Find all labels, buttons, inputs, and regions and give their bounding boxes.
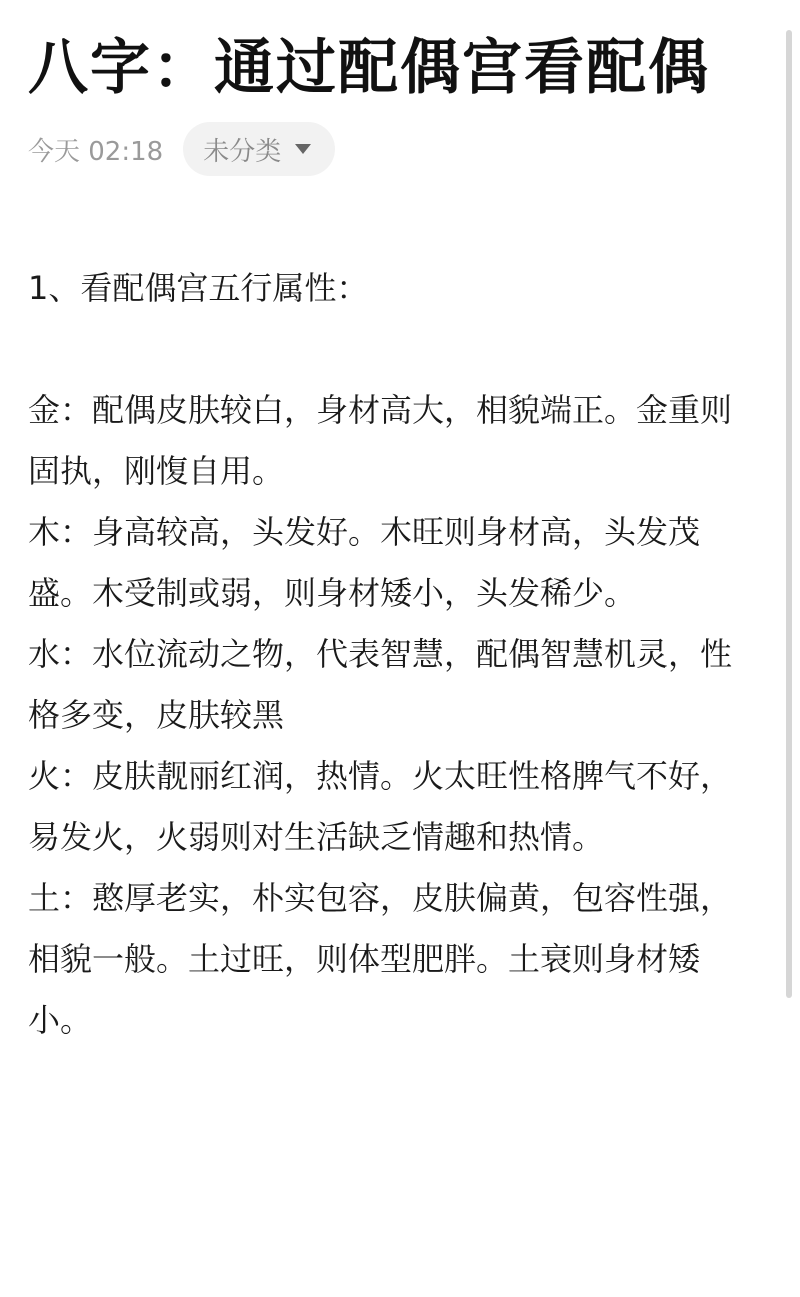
category-dropdown[interactable] <box>183 122 335 176</box>
chevron-down-icon <box>295 144 311 154</box>
paragraph-water: 水：水位流动之物，代表智慧，配偶智慧机灵，性格多变，皮肤较黑 <box>28 635 733 734</box>
category-label: 未分类 <box>203 136 282 167</box>
paragraph-earth: 土：憨厚老实，朴实包容，皮肤偏黄，包容性强，相貌一般。土过旺，则体型肥胖。土衰则身材矮小。 <box>28 879 733 1039</box>
scrollbar[interactable] <box>786 30 792 998</box>
section-heading: 1、看配偶宫五行属性： <box>28 269 369 307</box>
note-body[interactable] <box>28 258 748 1051</box>
paragraph-wood: 木：身高较高，头发好。木旺则身材高，头发茂盛。木受制或弱，则身材矮小，头发稀少。 <box>28 513 701 612</box>
paragraph-metal: 金：配偶皮肤较白，身材高大，相貌端正。金重则固执，刚愎自用。 <box>28 391 733 490</box>
timestamp: 今天 02:18 <box>28 136 164 167</box>
note-meta <box>28 122 335 176</box>
note-title[interactable]: 八字：通过配偶宫看配偶 <box>28 33 710 103</box>
paragraph-fire: 火：皮肤靓丽红润，热情。火太旺性格脾气不好，易发火，火弱则对生活缺乏情趣和热情。 <box>28 757 733 856</box>
